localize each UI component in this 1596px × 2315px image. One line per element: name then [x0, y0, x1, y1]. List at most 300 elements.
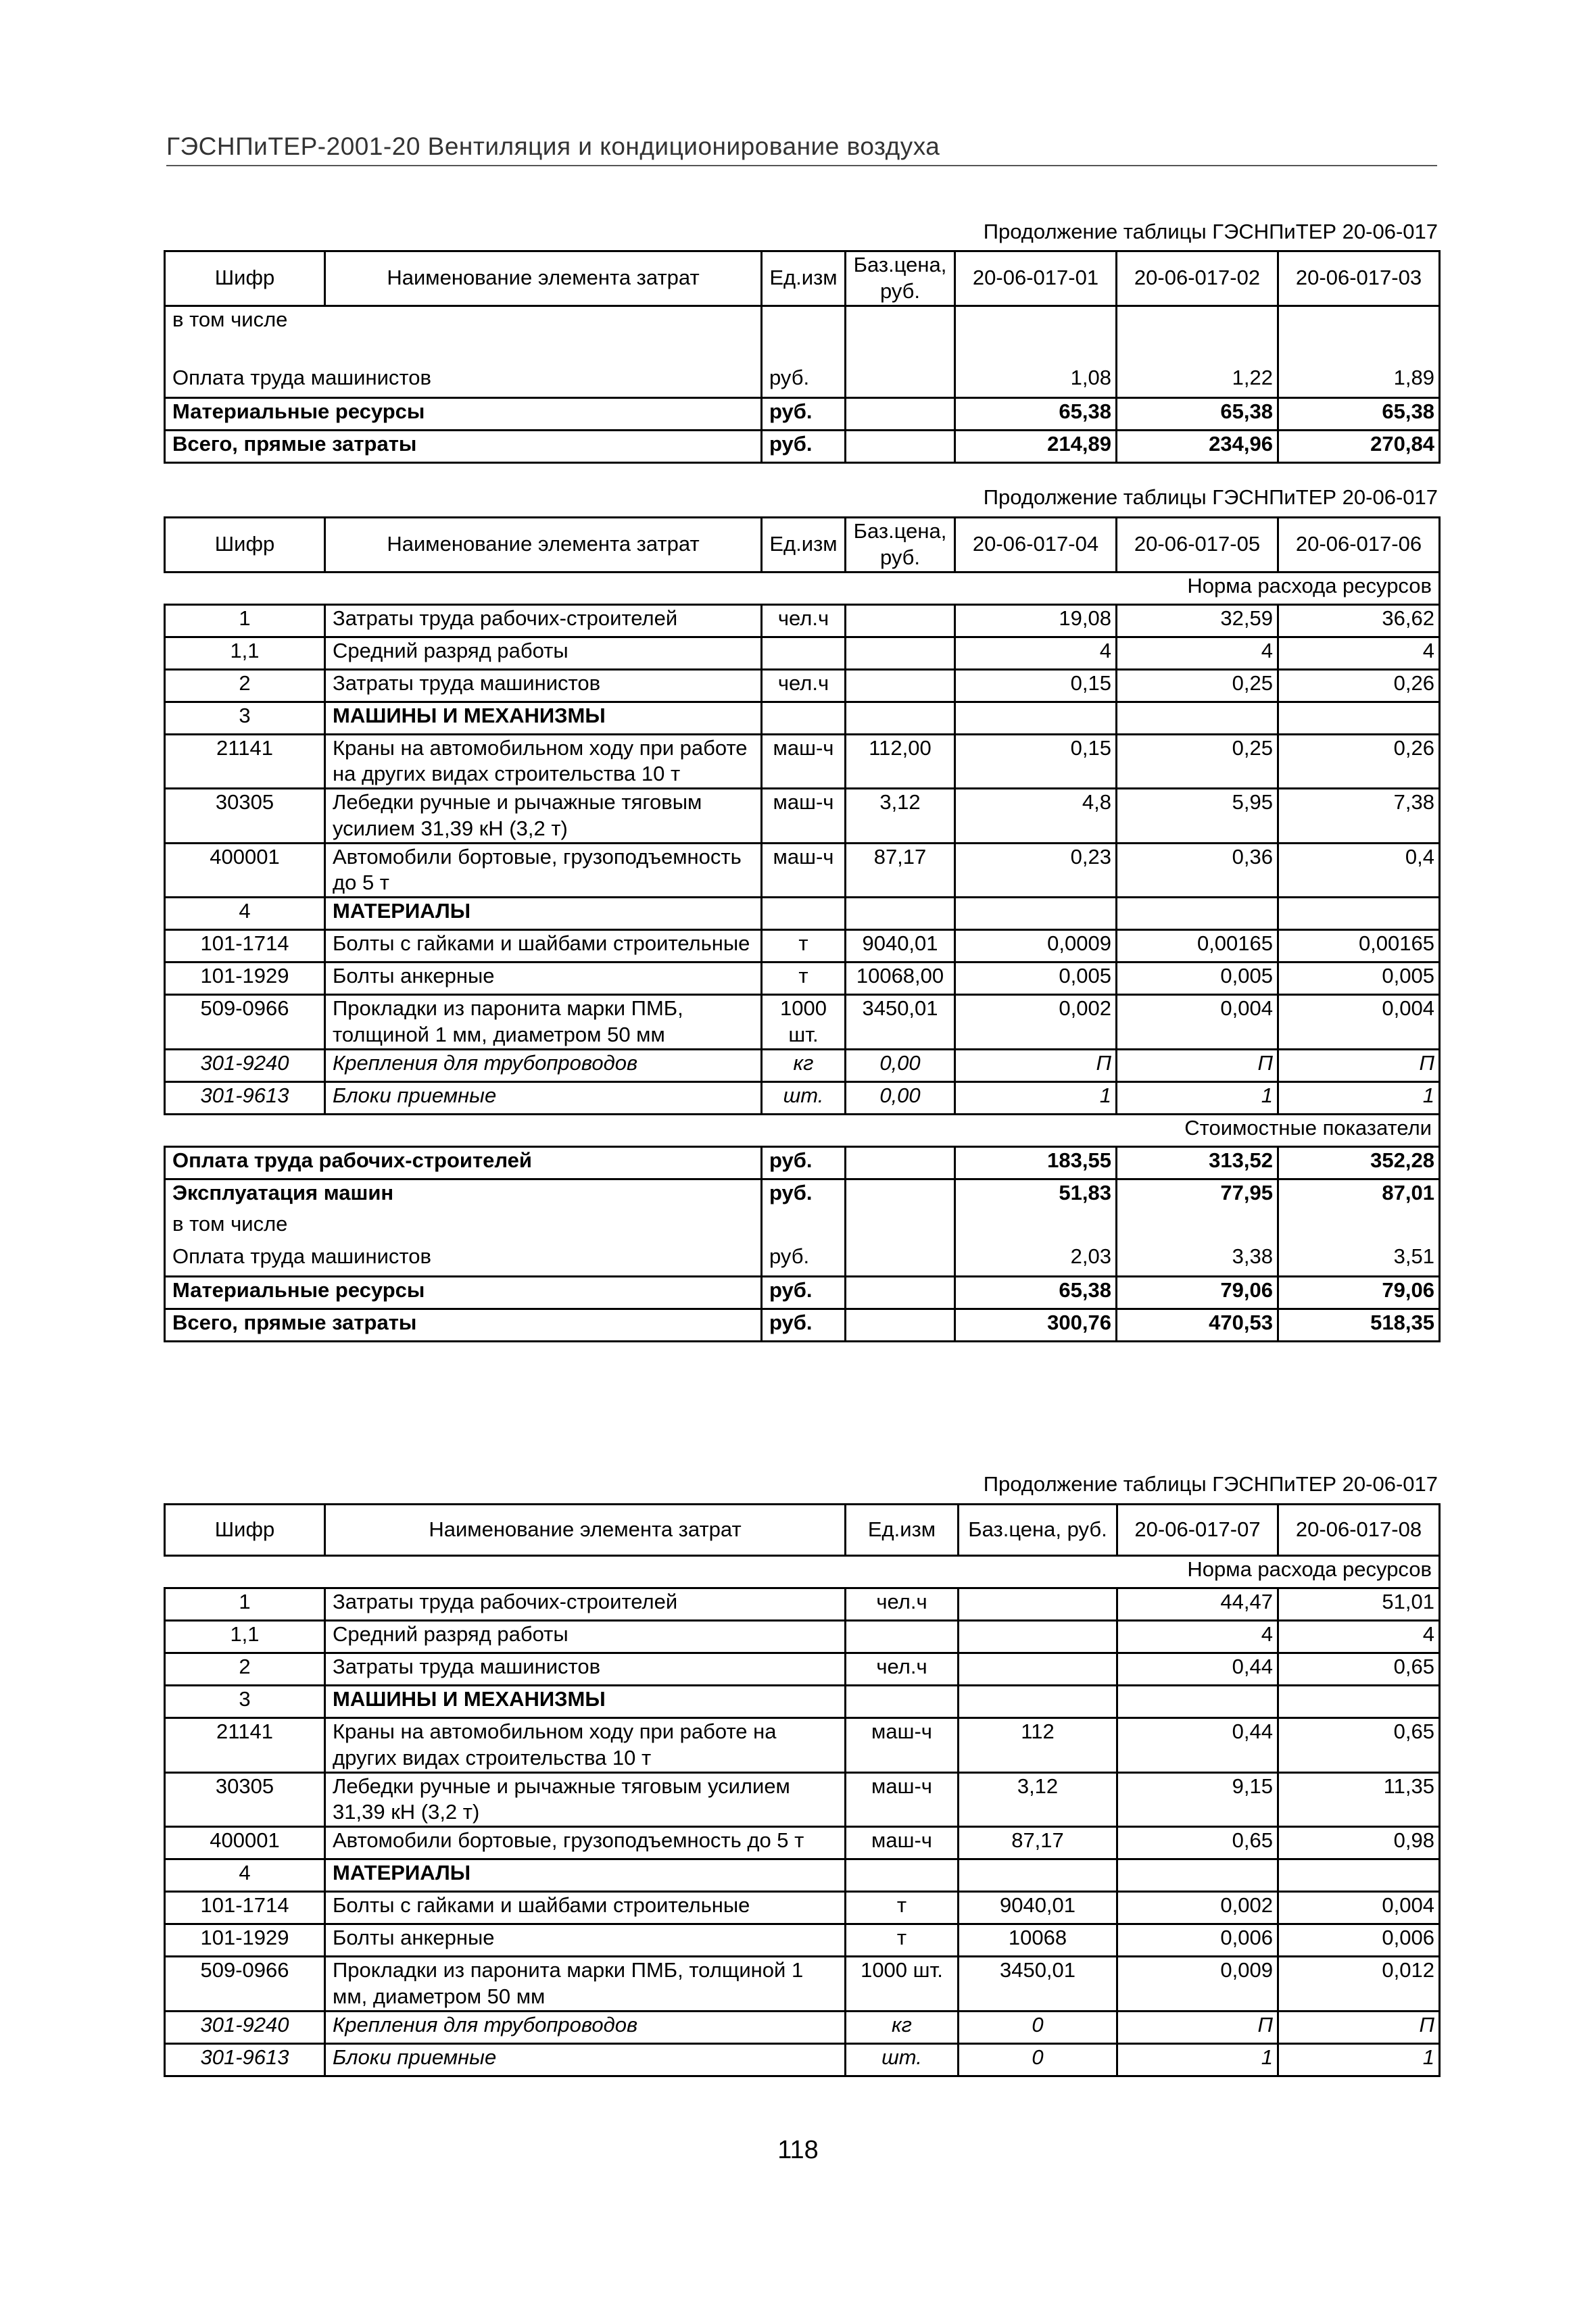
row-unit: шт.: [762, 1081, 846, 1114]
table-row: [165, 1686, 1440, 1718]
row-price: [846, 637, 955, 669]
row-name: МАШИНЫ И МЕХАНИЗМЫ: [325, 702, 762, 734]
row-value: 0,65: [1278, 1653, 1440, 1686]
row-unit: шт.: [846, 2043, 959, 2076]
row-value: 270,84: [1278, 430, 1440, 462]
row-name: Материальные ресурсы: [165, 397, 762, 430]
row-value: П: [1117, 2011, 1278, 2043]
row-code: 1,1: [165, 637, 325, 669]
row-name: Автомобили бортовые, грузоподъемность до 5 т: [325, 1827, 846, 1859]
row-value: 0,26: [1278, 669, 1440, 702]
row-value: 4: [1117, 637, 1278, 669]
row-unit: т: [846, 1892, 959, 1924]
row-value: 4: [1117, 1621, 1278, 1653]
row-unit: [762, 898, 846, 930]
row-value: 3,38: [1117, 1244, 1278, 1276]
row-price: [959, 1588, 1117, 1621]
row-value: П: [1278, 2011, 1440, 2043]
table-row: [165, 702, 1440, 734]
table-row: [165, 898, 1440, 930]
row-value: 0,002: [955, 995, 1117, 1050]
table-row: [165, 1049, 1440, 1081]
row-code: 2: [165, 669, 325, 702]
row-value: [1278, 702, 1440, 734]
resource-table-3: [164, 1503, 1441, 2077]
row-value: 79,06: [1117, 1276, 1278, 1309]
row-value: 0,006: [1117, 1924, 1278, 1957]
row-value: 9,15: [1117, 1772, 1278, 1827]
row-value: 0,0009: [955, 930, 1117, 962]
table-caption: Продолжение таблицы ГЭСНПиТЕР 20-06-017: [983, 220, 1438, 243]
row-code: 1: [165, 1588, 325, 1621]
row-price: [846, 1309, 955, 1341]
row-unit: кг: [762, 1049, 846, 1081]
column-header: Ед.изм: [846, 1505, 959, 1556]
table-row: [165, 1309, 1440, 1341]
table-row: [165, 1146, 1440, 1179]
row-unit: маш-ч: [846, 1718, 959, 1773]
row-price: [959, 1653, 1117, 1686]
table-row: [165, 843, 1440, 898]
row-unit: т: [762, 930, 846, 962]
row-code: 4: [165, 1859, 325, 1892]
row-price: [846, 1179, 955, 1211]
row-unit: кг: [846, 2011, 959, 2043]
table-row: [165, 1892, 1440, 1924]
row-name: Всего, прямые затраты: [165, 1309, 762, 1341]
row-unit: руб.: [762, 365, 846, 397]
table-row: [165, 604, 1440, 637]
row-code: 509-0966: [165, 1957, 325, 2012]
row-price: 0,00: [846, 1081, 955, 1114]
row-unit: т: [762, 962, 846, 995]
row-unit: [846, 1686, 959, 1718]
row-name: Затраты труда машинистов: [325, 1653, 846, 1686]
page-number: 118: [777, 2136, 819, 2164]
row-price: 87,17: [959, 1827, 1117, 1859]
row-price: 0: [959, 2011, 1117, 2043]
row-unit: чел.ч: [846, 1588, 959, 1621]
row-value: 0,002: [1117, 1892, 1278, 1924]
row-code: 301-9613: [165, 1081, 325, 1114]
row-unit: чел.ч: [762, 604, 846, 637]
cost-table-1: [164, 250, 1441, 464]
row-name: МАТЕРИАЛЫ: [325, 898, 762, 930]
row-value: 0,25: [1117, 669, 1278, 702]
row-name: Всего, прямые затраты: [165, 430, 762, 462]
row-unit: руб.: [762, 397, 846, 430]
row-value: 1: [1278, 1081, 1440, 1114]
row-value: 0,4: [1278, 843, 1440, 898]
row-name: Блоки приемные: [325, 1081, 762, 1114]
row-value: 0,005: [1117, 962, 1278, 995]
row-name: МАШИНЫ И МЕХАНИЗМЫ: [325, 1686, 846, 1718]
row-value: 36,62: [1278, 604, 1440, 637]
row-value: 1: [1117, 2043, 1278, 2076]
row-price: [846, 702, 955, 734]
row-price: 87,17: [846, 843, 955, 898]
table-row: [165, 1653, 1440, 1686]
table-row: [165, 1244, 1440, 1276]
table-row: [165, 430, 1440, 462]
row-value: 0,15: [955, 669, 1117, 702]
row-value: [955, 702, 1117, 734]
row-unit: [762, 1211, 846, 1244]
row-value: 4: [955, 637, 1117, 669]
row-price: 10068,00: [846, 962, 955, 995]
table-header-row: [165, 1505, 1440, 1556]
row-value: П: [1278, 1049, 1440, 1081]
row-price: [846, 1146, 955, 1179]
row-value: 0,004: [1117, 995, 1278, 1050]
column-header: Наименование элемента затрат: [325, 1505, 846, 1556]
column-header: Наименование элемента затрат: [325, 518, 762, 572]
section-band: [165, 1556, 1440, 1588]
row-unit: [846, 1621, 959, 1653]
row-value: 87,01: [1278, 1179, 1440, 1211]
table-row: [165, 306, 1440, 346]
row-code: 301-9240: [165, 1049, 325, 1081]
row-value: 7,38: [1278, 789, 1440, 844]
row-value: [1278, 1859, 1440, 1892]
row-name: Оплата труда рабочих-строителей: [165, 1146, 762, 1179]
row-value: 0,00165: [1117, 930, 1278, 962]
row-value: 4,8: [955, 789, 1117, 844]
table-row: [165, 2011, 1440, 2043]
row-name: Крепления для трубопроводов: [325, 1049, 762, 1081]
column-header: 20-06-017-01: [955, 251, 1117, 306]
row-unit: маш-ч: [846, 1772, 959, 1827]
row-code: 101-1929: [165, 1924, 325, 1957]
row-value: 470,53: [1117, 1309, 1278, 1341]
row-code: 21141: [165, 1718, 325, 1773]
row-name: Затраты труда рабочих-строителей: [325, 1588, 846, 1621]
row-name: Крепления для трубопроводов: [325, 2011, 846, 2043]
row-value: 352,28: [1278, 1146, 1440, 1179]
table-row: [165, 637, 1440, 669]
row-value: [1117, 702, 1278, 734]
table-row: [165, 1772, 1440, 1827]
row-value: 79,06: [1278, 1276, 1440, 1309]
row-code: 400001: [165, 843, 325, 898]
row-price: [959, 1686, 1117, 1718]
row-price: [846, 1244, 955, 1276]
table-caption: Продолжение таблицы ГЭСНПиТЕР 20-06-017: [983, 485, 1438, 509]
row-name: Лебедки ручные и рычажные тяговым усилием 31,39 кН (3,2 т): [325, 1772, 846, 1827]
table-row: [165, 1859, 1440, 1892]
row-name: Эксплуатация машин: [165, 1179, 762, 1211]
table-row: [165, 1924, 1440, 1957]
row-value: 4: [1278, 1621, 1440, 1653]
row-unit: маш-ч: [762, 734, 846, 789]
row-value: 1,22: [1117, 365, 1278, 397]
section-band-label: Стоимостные показатели: [165, 1114, 1440, 1146]
row-name: Лебедки ручные и рычажные тяговым усилием 31,39 кН (3,2 т): [325, 789, 762, 844]
row-unit: руб.: [762, 1276, 846, 1309]
row-unit: маш-ч: [762, 789, 846, 844]
row-code: 509-0966: [165, 995, 325, 1050]
section-band-label: Норма расхода ресурсов: [165, 1556, 1440, 1588]
table-header-row: [165, 518, 1440, 572]
row-value: 0,004: [1278, 995, 1440, 1050]
table-caption: Продолжение таблицы ГЭСНПиТЕР 20-06-017: [983, 1472, 1438, 1496]
row-value: 3,51: [1278, 1244, 1440, 1276]
row-name: Средний разряд работы: [325, 637, 762, 669]
row-code: 4: [165, 898, 325, 930]
row-value: 1,89: [1278, 365, 1440, 397]
row-value: [1278, 898, 1440, 930]
row-value: 2,03: [955, 1244, 1117, 1276]
column-header: 20-06-017-03: [1278, 251, 1440, 306]
row-unit: [762, 702, 846, 734]
column-header: Ед.изм: [762, 251, 846, 306]
row-unit: чел.ч: [762, 669, 846, 702]
row-value: 1: [955, 1081, 1117, 1114]
table-row: [165, 346, 1440, 365]
row-code: 101-1714: [165, 1892, 325, 1924]
row-value: 0,004: [1278, 1892, 1440, 1924]
row-value: 0,23: [955, 843, 1117, 898]
row-name: Прокладки из паронита марки ПМБ, толщиной 1 мм, диаметром 50 мм: [325, 1957, 846, 2012]
row-unit: руб.: [762, 1309, 846, 1341]
row-value: 1: [1278, 2043, 1440, 2076]
row-price: 10068: [959, 1924, 1117, 1957]
column-header: Шифр: [165, 518, 325, 572]
row-value: [1117, 1686, 1278, 1718]
row-value: 65,38: [1278, 397, 1440, 430]
column-header: Шифр: [165, 251, 325, 306]
row-price: [959, 1859, 1117, 1892]
row-value: [955, 306, 1117, 346]
row-name: Оплата труда машинистов: [165, 1244, 762, 1276]
row-value: 0,44: [1117, 1653, 1278, 1686]
row-value: 214,89: [955, 430, 1117, 462]
column-header: Баз.цена, руб.: [959, 1505, 1117, 1556]
row-value: 0,012: [1278, 1957, 1440, 2012]
row-code: 3: [165, 702, 325, 734]
row-price: 0: [959, 2043, 1117, 2076]
row-name: Блоки приемные: [325, 2043, 846, 2076]
table-row: [165, 669, 1440, 702]
table-row: [165, 1621, 1440, 1653]
row-price: 0,00: [846, 1049, 955, 1081]
table-row: [165, 1211, 1440, 1244]
row-price: 3450,01: [959, 1957, 1117, 2012]
row-value: 300,76: [955, 1309, 1117, 1341]
row-code: 101-1714: [165, 930, 325, 962]
row-value: 0,15: [955, 734, 1117, 789]
row-value: [1117, 898, 1278, 930]
table-header-row: [165, 251, 1440, 306]
row-unit: маш-ч: [846, 1827, 959, 1859]
row-price: [846, 430, 955, 462]
row-unit: маш-ч: [762, 843, 846, 898]
row-name: Автомобили бортовые, грузоподъемность до 5 т: [325, 843, 762, 898]
table-row: [165, 930, 1440, 962]
table-row: [165, 1718, 1440, 1773]
column-header: 20-06-017-07: [1117, 1505, 1278, 1556]
table-row: [165, 1827, 1440, 1859]
row-value: П: [955, 1049, 1117, 1081]
row-code: 30305: [165, 1772, 325, 1827]
table-row: [165, 995, 1440, 1050]
row-unit: руб.: [762, 1244, 846, 1276]
row-code: 301-9240: [165, 2011, 325, 2043]
row-value: 0,65: [1117, 1827, 1278, 1859]
row-unit: [762, 306, 846, 346]
row-value: 65,38: [1117, 397, 1278, 430]
row-value: 1,08: [955, 365, 1117, 397]
table-row: [165, 365, 1440, 397]
column-header: Ед.изм: [762, 518, 846, 572]
section-band-label: Норма расхода ресурсов: [165, 572, 1440, 604]
column-header: 20-06-017-04: [955, 518, 1117, 572]
row-value: 44,47: [1117, 1588, 1278, 1621]
section-band: [165, 1114, 1440, 1146]
row-price: [846, 1211, 955, 1244]
column-header: Шифр: [165, 1505, 325, 1556]
table-row: [165, 1276, 1440, 1309]
row-value: 32,59: [1117, 604, 1278, 637]
row-name: Оплата труда машинистов: [165, 365, 762, 397]
table-row: [165, 1957, 1440, 2012]
row-price: 112,00: [846, 734, 955, 789]
row-price: 3450,01: [846, 995, 955, 1050]
row-value: 0,36: [1117, 843, 1278, 898]
row-value: 0,006: [1278, 1924, 1440, 1957]
row-code: 21141: [165, 734, 325, 789]
row-value: 234,96: [1117, 430, 1278, 462]
row-value: 0,009: [1117, 1957, 1278, 2012]
row-value: [1117, 1211, 1278, 1244]
row-code: 2: [165, 1653, 325, 1686]
table-row: [165, 734, 1440, 789]
row-price: 112: [959, 1718, 1117, 1773]
row-price: [846, 669, 955, 702]
row-code: 1,1: [165, 1621, 325, 1653]
row-price: [846, 604, 955, 637]
section-band: [165, 572, 1440, 604]
column-header: Баз.цена, руб.: [846, 518, 955, 572]
row-code: 30305: [165, 789, 325, 844]
row-code: 400001: [165, 1827, 325, 1859]
row-value: 4: [1278, 637, 1440, 669]
row-name: в том числе: [165, 306, 762, 346]
row-price: 9040,01: [959, 1892, 1117, 1924]
row-unit: 1000 шт.: [762, 995, 846, 1050]
row-name: Затраты труда машинистов: [325, 669, 762, 702]
table-row: [165, 789, 1440, 844]
table-row: [165, 2043, 1440, 2076]
table-row: [165, 1081, 1440, 1114]
row-value: 65,38: [955, 397, 1117, 430]
column-header: 20-06-017-06: [1278, 518, 1440, 572]
row-value: [955, 1211, 1117, 1244]
row-name: Краны на автомобильном ходу при работе на других видах строительства 10 т: [325, 1718, 846, 1773]
row-price: 3,12: [846, 789, 955, 844]
row-unit: руб.: [762, 1179, 846, 1211]
row-name: Затраты труда рабочих-строителей: [325, 604, 762, 637]
row-name: Краны на автомобильном ходу при работе на других видах строительства 10 т: [325, 734, 762, 789]
row-price: [846, 397, 955, 430]
column-header: 20-06-017-02: [1117, 251, 1278, 306]
row-code: 301-9613: [165, 2043, 325, 2076]
row-value: 0,26: [1278, 734, 1440, 789]
row-code: 1: [165, 604, 325, 637]
row-name: Болты анкерные: [325, 962, 762, 995]
row-value: 0,98: [1278, 1827, 1440, 1859]
table-row: [165, 397, 1440, 430]
row-value: П: [1117, 1049, 1278, 1081]
row-value: 0,25: [1117, 734, 1278, 789]
row-unit: руб.: [762, 430, 846, 462]
row-price: [846, 306, 955, 346]
row-unit: 1000 шт.: [846, 1957, 959, 2012]
row-value: 0,005: [1278, 962, 1440, 995]
column-header: 20-06-017-05: [1117, 518, 1278, 572]
row-value: [955, 898, 1117, 930]
row-value: 0,005: [955, 962, 1117, 995]
row-price: [846, 1276, 955, 1309]
column-header: Баз.цена, руб.: [846, 251, 955, 306]
row-name: Болты с гайками и шайбами строительные: [325, 930, 762, 962]
row-price: [959, 1621, 1117, 1653]
row-code: 3: [165, 1686, 325, 1718]
row-value: [1278, 306, 1440, 346]
row-value: 0,65: [1278, 1718, 1440, 1773]
row-unit: [846, 1859, 959, 1892]
row-price: 3,12: [959, 1772, 1117, 1827]
row-value: [1278, 1686, 1440, 1718]
row-value: 77,95: [1117, 1179, 1278, 1211]
row-value: 51,83: [955, 1179, 1117, 1211]
row-value: 183,55: [955, 1146, 1117, 1179]
row-name: Болты с гайками и шайбами строительные: [325, 1892, 846, 1924]
column-header: 20-06-017-08: [1278, 1505, 1440, 1556]
row-name: МАТЕРИАЛЫ: [325, 1859, 846, 1892]
row-name: Прокладки из паронита марки ПМБ, толщиной 1 мм, диаметром 50 мм: [325, 995, 762, 1050]
row-code: 101-1929: [165, 962, 325, 995]
row-value: 5,95: [1117, 789, 1278, 844]
row-value: 0,44: [1117, 1718, 1278, 1773]
row-name: Средний разряд работы: [325, 1621, 846, 1653]
row-value: [1117, 306, 1278, 346]
column-header: Наименование элемента затрат: [325, 251, 762, 306]
row-price: 9040,01: [846, 930, 955, 962]
resource-table-2: [164, 516, 1441, 1342]
row-name: в том числе: [165, 1211, 762, 1244]
row-value: 19,08: [955, 604, 1117, 637]
row-value: 65,38: [955, 1276, 1117, 1309]
row-unit: чел.ч: [846, 1653, 959, 1686]
row-unit: т: [846, 1924, 959, 1957]
row-value: 11,35: [1278, 1772, 1440, 1827]
row-unit: руб.: [762, 1146, 846, 1179]
row-price: [846, 898, 955, 930]
table-row: [165, 962, 1440, 995]
table-row: [165, 1588, 1440, 1621]
row-value: [1278, 1211, 1440, 1244]
row-value: 1: [1117, 1081, 1278, 1114]
row-value: 518,35: [1278, 1309, 1440, 1341]
row-name: Болты анкерные: [325, 1924, 846, 1957]
table-row: [165, 1179, 1440, 1211]
row-value: 51,01: [1278, 1588, 1440, 1621]
row-name: Материальные ресурсы: [165, 1276, 762, 1309]
row-value: 0,00165: [1278, 930, 1440, 962]
row-value: [1117, 1859, 1278, 1892]
row-price: [846, 365, 955, 397]
